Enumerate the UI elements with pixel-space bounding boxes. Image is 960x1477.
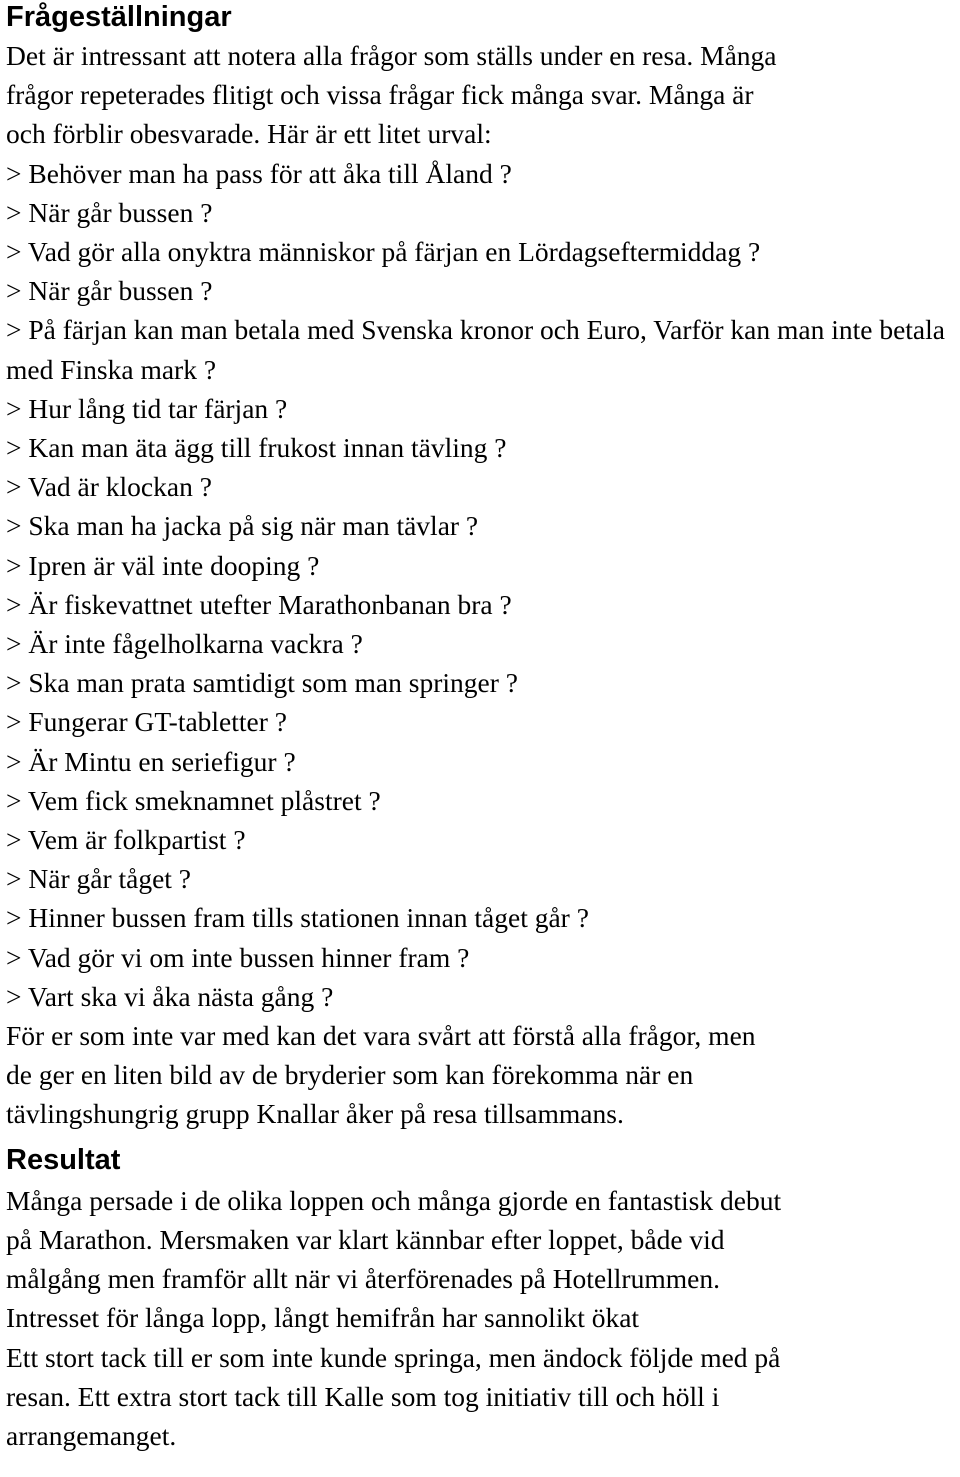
intro-line: frågor repeterades flitigt och vissa frågar fick många svar. Många är (6, 79, 754, 111)
question-item: > När går bussen ? (6, 196, 213, 228)
question-item: > Kan man äta ägg till frukost innan tävling ? (6, 432, 507, 464)
intro-line: Det är intressant att notera alla frågor som ställs under en resa. Många (6, 40, 777, 71)
question-item: > Ipren är väl inte dooping ? (6, 549, 320, 581)
outro-line: För er som inte var med kan det vara svårt att förstå alla frågor, men (6, 1020, 756, 1052)
question-item: > Vem är folkpartist ? (6, 824, 246, 856)
question-item: > Vart ska vi åka nästa gång ? (6, 980, 334, 1012)
results-line: målgång men framför allt när vi återförenades på Hotellrummen. (6, 1263, 720, 1295)
question-item: > Hinner bussen fram tills stationen innan tåget går ? (6, 902, 589, 934)
question-item: > Vad gör vi om inte bussen hinner fram ? (6, 941, 470, 973)
results-heading: Resultat (6, 1143, 121, 1176)
question-item: > Behöver man ha pass för att åka till Åland ? (6, 157, 512, 189)
question-item: > Vem fick smeknamnet plåstret ? (6, 784, 381, 816)
question-item: > Är fiskevattnet utefter Marathonbanan bra ? (6, 588, 512, 620)
question-list (6, 154, 956, 1016)
results-text (6, 1181, 956, 1455)
results-line: arrangemanget. (6, 1419, 177, 1451)
questions-heading: Frågeställningar (6, 1, 232, 33)
results-line: på Marathon. Mersmaken var klart kännbar efter loppet, både vid (6, 1223, 725, 1255)
results-line: Många persade i de olika loppen och många gjorde en fantastisk debut (6, 1184, 782, 1216)
question-item: > Ska man prata samtidigt som man springer ? (6, 667, 518, 699)
document-page (6, 0, 956, 1455)
question-item: > Vad är klockan ? (6, 471, 212, 503)
question-item: > När går bussen ? (6, 275, 213, 307)
question-item: > Är Mintu en seriefigur ? (6, 745, 296, 777)
question-item: > När går tåget ? (6, 863, 191, 895)
intro-line: och förblir obesvarade. Här är ett litet urval: (6, 118, 492, 150)
question-item: > Är inte fågelholkarna vackra ? (6, 628, 363, 660)
results-line: resan. Ett extra stort tack till Kalle som tog initiativ till och höll i (6, 1380, 720, 1412)
questions-intro (6, 36, 956, 154)
question-item: > Hur lång tid tar färjan ? (6, 392, 288, 424)
question-item: > Fungerar GT-tabletter ? (6, 706, 287, 738)
results-line: Ett stort tack till er som inte kunde springa, men ändock följde med på (6, 1341, 781, 1373)
questions-outro (6, 1016, 956, 1134)
results-line: Intresset för långa lopp, långt hemifrån har sannolikt ökat (6, 1302, 640, 1334)
question-item: > På färjan kan man betala med Svenska kronor och Euro, Varför kan man inte betala med Finska mark ? (6, 314, 945, 385)
outro-line: tävlingshungrig grupp Knallar åker på resa tillsammans. (6, 1098, 624, 1130)
question-item: > Vad gör alla onyktra människor på färjan en Lördagseftermiddag ? (6, 236, 761, 268)
outro-line: de ger en liten bild av de bryderier som kan förekomma när en (6, 1059, 694, 1091)
question-item: > Ska man ha jacka på sig när man tävlar ? (6, 510, 479, 542)
